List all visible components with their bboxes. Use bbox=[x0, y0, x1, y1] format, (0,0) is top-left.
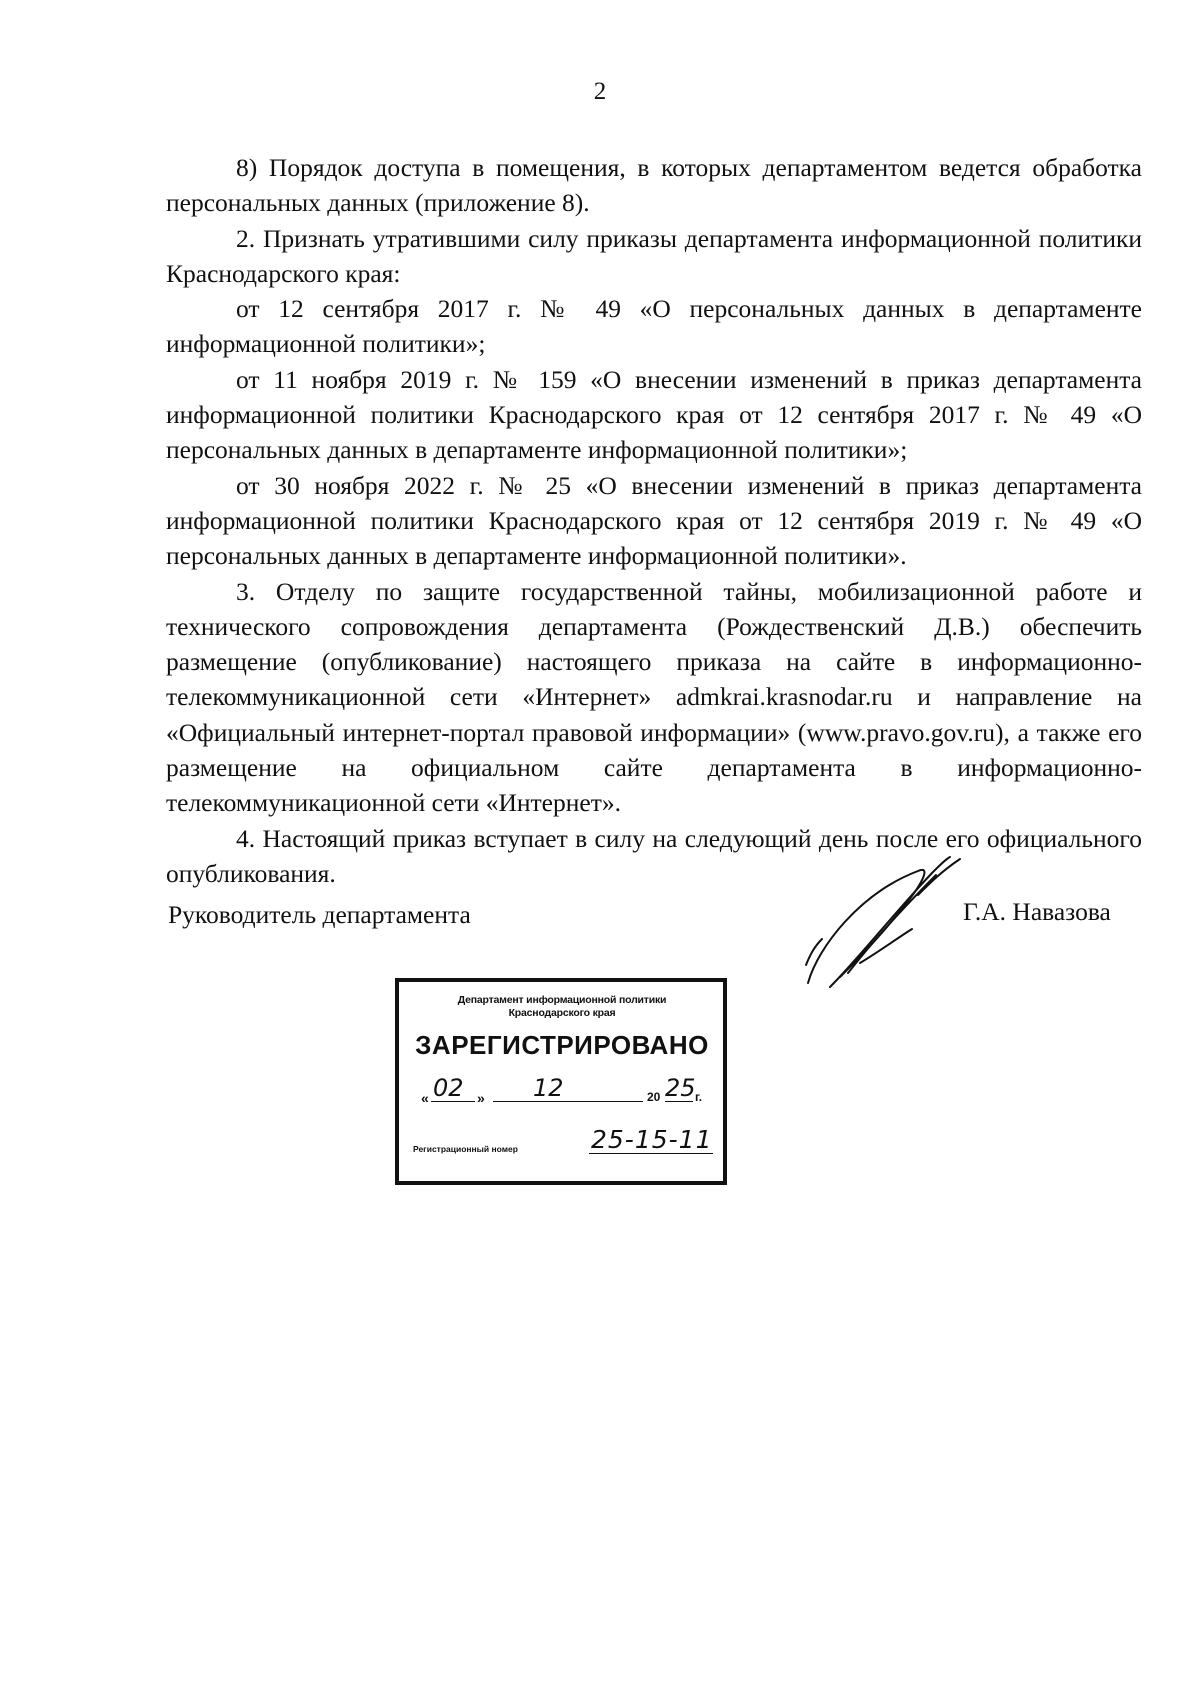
stamp-year-unit: г. bbox=[695, 1090, 703, 1104]
signer-title: Руководитель департамента bbox=[168, 900, 471, 929]
paragraph-order-2017: от 12 сентября 2017 г. № 49 «О персональных данных в департаменте информационной политики»; bbox=[166, 294, 1142, 359]
paragraph-effective-date: 4. Настоящий приказ вступает в силу на следующий день после его официального опубликования. bbox=[166, 823, 1142, 888]
paragraph-order-2022: от 30 ноября 2022 г. № 25 «О внесении изменений в приказ департамента информационной политики Краснодарского края от 12 сентября 2019 г. № 49 «О персональных данных в департаменте информационной политики». bbox=[166, 470, 1142, 571]
signer-name: Г.А. Навазова bbox=[963, 897, 1111, 926]
stamp-reg-label: Регистрационный номер bbox=[413, 1144, 518, 1154]
stamp-year-prefix: 20 bbox=[647, 1090, 661, 1104]
stamp-organization-line1: Департамент информационной политики bbox=[457, 994, 667, 1006]
stamp-day-line bbox=[431, 1101, 475, 1102]
handwritten-signature bbox=[800, 855, 970, 995]
document-body bbox=[166, 150, 1142, 891]
stamp-registration-number bbox=[413, 1122, 713, 1162]
paragraph-item-8: 8) Порядок доступа в помещения, в которых департаментом ведется обработка персональных данных (приложение 8). bbox=[166, 153, 1142, 218]
stamp-status: ЗАРЕГИСТРИРОВАНО bbox=[415, 1030, 709, 1060]
stamp-reg-number: 25-15-11 bbox=[591, 1125, 713, 1154]
registration-stamp bbox=[395, 978, 727, 1185]
stamp-open-quote: « bbox=[421, 1090, 429, 1106]
paragraph-revoke-orders: 2. Признать утратившими силу приказы департамента информационной политики Краснодарского края: bbox=[166, 223, 1142, 288]
stamp-day: 02 bbox=[433, 1074, 464, 1102]
stamp-year-line bbox=[665, 1101, 693, 1102]
stamp-month: 12 bbox=[533, 1074, 564, 1102]
stamp-organization-line2: Краснодарского края bbox=[508, 1007, 616, 1019]
stamp-date bbox=[421, 1072, 711, 1108]
page-number: 2 bbox=[593, 78, 607, 105]
stamp-reg-line bbox=[589, 1153, 713, 1154]
stamp-year-suffix: 25 bbox=[665, 1074, 696, 1102]
stamp-organization bbox=[409, 994, 715, 1020]
stamp-close-quote: » bbox=[477, 1090, 485, 1106]
paragraph-order-2019: от 11 ноября 2019 г. № 159 «О внесении изменений в приказ департамента информационной политики Краснодарского края от 12 сентября 2017 г. № 49 «О персональных данных в департаменте информационной политики»; bbox=[166, 364, 1142, 465]
stamp-month-line bbox=[493, 1101, 643, 1102]
paragraph-publication: 3. Отделу по защите государственной тайны, мобилизационной работе и технического сопровождения департамента (Рождественский Д.В.) обеспечить размещение (опубликование) настоящего приказа на сайте в информационно-телекоммуникационной сети «Интернет» admkrai.krasnodar.ru и направление на «Официальный интернет-портал правовой информации» (www.pravo.gov.ru), а также его размещение на официальном сайте департамента в информационно-телекоммуникационной сети «Интернет». bbox=[166, 576, 1142, 818]
